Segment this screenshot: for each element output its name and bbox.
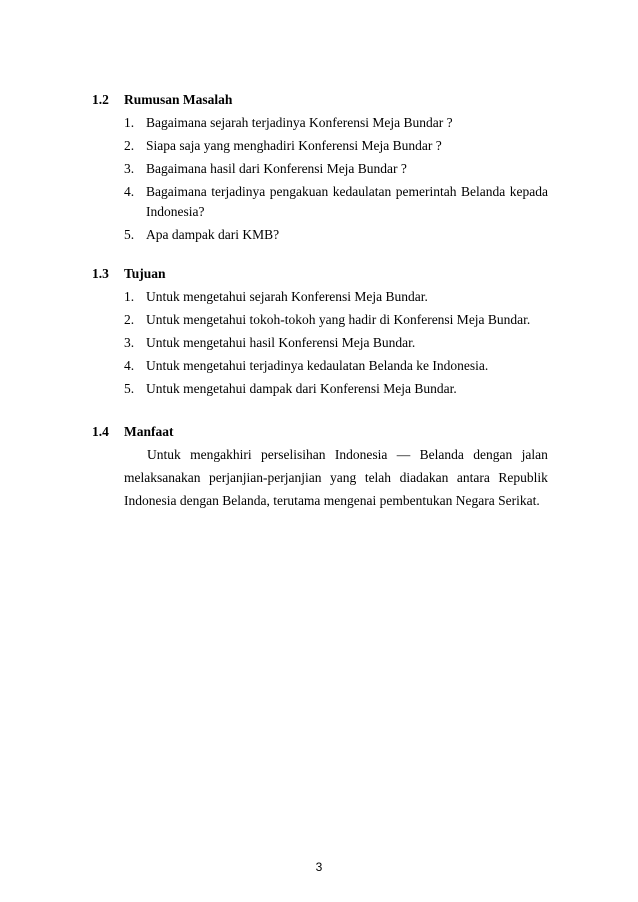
page-number: 3 [315, 860, 323, 874]
list-item [124, 335, 415, 351]
section-number-tujuan: 1.3 [92, 266, 109, 281]
list-item [124, 161, 407, 177]
word: perjanjian-perjanjian [209, 470, 322, 485]
section-title-tujuan: Tujuan [124, 266, 166, 281]
list-number: 3. [124, 335, 135, 350]
list-text: Untuk mengetahui hasil Konferensi Meja Bundar. [146, 335, 416, 350]
list-number: 5. [124, 227, 135, 242]
word: diadakan [399, 470, 449, 485]
list-text: Untuk mengetahui terjadinya kedaulatan Belanda ke Indonesia. [146, 358, 489, 373]
section-title-manfaat: Manfaat [124, 424, 174, 439]
list-number: 2. [124, 312, 135, 327]
list-item [124, 227, 279, 243]
list-text: Untuk mengetahui tokoh-tokoh yang hadir di Konferensi Meja Bundar. [146, 312, 531, 327]
list-number: 2. [124, 138, 135, 153]
word: Untuk [147, 447, 181, 462]
list-item [124, 115, 453, 131]
list-number: 4. [124, 358, 135, 373]
list-text: Untuk mengetahui dampak dari Konferensi Meja Bundar. [146, 381, 457, 396]
word: telah [364, 470, 392, 485]
list-text: Bagaimana sejarah terjadinya Konferensi Meja Bundar ? [146, 115, 453, 130]
word: dengan [473, 447, 513, 462]
list-text: Untuk mengetahui sejarah Konferensi Meja Bundar. [146, 289, 428, 304]
list-item [124, 358, 488, 374]
list-text-continuation: Indonesia? [146, 204, 205, 219]
list-text: Bagaimana hasil dari Konferensi Meja Bundar ? [146, 161, 407, 176]
word: Indonesia [334, 447, 388, 462]
list-item [124, 381, 457, 397]
section-title-rumusan: Rumusan Masalah [124, 92, 233, 107]
list-text: Bagaimana terjadinya pengakuan kedaulatan pemerintah Belanda kepada [146, 184, 548, 199]
list-number: 4. [124, 184, 135, 199]
list-item [124, 184, 548, 200]
list-item [124, 312, 530, 328]
list-text: Siapa saja yang menghadiri Konferensi Meja Bundar ? [146, 138, 442, 153]
list-number: 1. [124, 115, 135, 130]
list-number: 5. [124, 381, 135, 396]
list-number: 1. [124, 289, 135, 304]
word: melaksanakan [124, 470, 201, 485]
list-text: Apa dampak dari KMB? [146, 227, 280, 242]
word: mengakhiri [190, 447, 252, 462]
list-item [124, 138, 442, 154]
list-item [124, 289, 428, 305]
paragraph-line-2 [124, 470, 548, 486]
word: Republik [498, 470, 548, 485]
word: jalan [521, 447, 548, 462]
list-number: 3. [124, 161, 135, 176]
section-number-manfaat: 1.4 [92, 424, 109, 439]
paragraph-line-1 [147, 447, 548, 463]
word: Belanda [419, 447, 464, 462]
word: perselisihan [261, 447, 326, 462]
paragraph-line-3: Indonesia dengan Belanda, terutama mengenai pembentukan Negara Serikat. [124, 493, 540, 508]
word: yang [330, 470, 357, 485]
section-number-rumusan: 1.2 [92, 92, 109, 107]
word: antara [456, 470, 490, 485]
word: — [396, 447, 411, 462]
